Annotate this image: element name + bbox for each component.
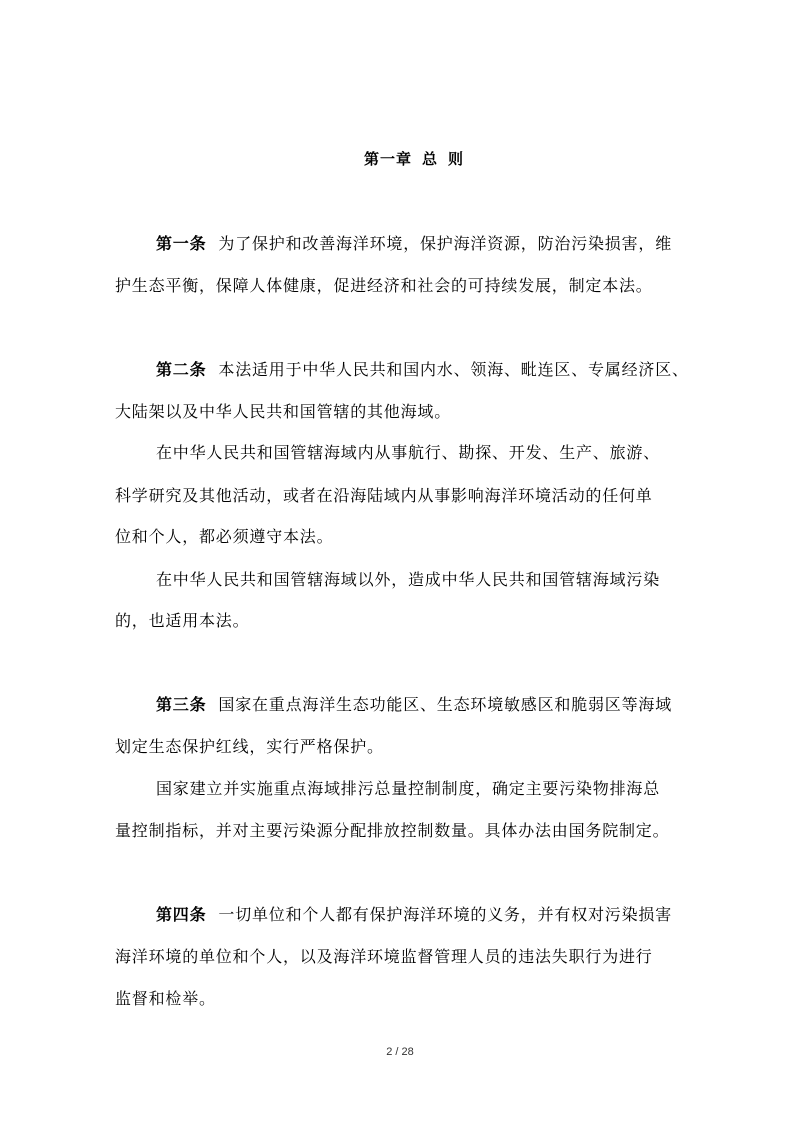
article-3-label: 第三条 [156,695,207,714]
article-4-line-1 [156,905,672,925]
article-4-line-2: 海洋环境的单位和个人，以及海洋环境监督管理人员的违法失职行为进行 [115,947,653,966]
article-2-line-2: 大陆架以及中华人民共和国管辖的其他海域。 [115,402,452,421]
article-1-text-1: 为了保护和改善海洋环境，保护海洋资源，防治污染损害，维 [218,234,673,253]
article-4-label: 第四条 [156,905,207,924]
article-2-line-1 [156,360,689,380]
chapter-title-part2: 则 [448,150,465,168]
article-2-line-6: 在中华人民共和国管辖海域以外，造成中华人民共和国管辖海域污染 [156,570,661,589]
article-4-text-1: 一切单位和个人都有保护海洋环境的义务，并有权对污染损害 [218,905,673,924]
article-3-line-2: 划定生态保护红线，实行严格保护。 [115,737,384,756]
article-3-text-1: 国家在重点海洋生态功能区、生态环境敏感区和脆弱区等海域 [218,695,673,714]
article-2-line-3: 在中华人民共和国管辖海域内从事航行、勘探、开发、生产、旅游、 [156,443,661,462]
article-1-label: 第一条 [156,234,207,253]
article-3-line-1 [156,695,672,715]
article-2-label: 第二条 [156,360,207,379]
chapter-number: 第一章 [363,150,412,168]
article-1-line-1 [156,234,672,254]
article-3-line-3: 国家建立并实施重点海域排污总量控制制度，确定主要污染物排海总 [156,779,661,798]
article-1-line-2: 护生态平衡，保障人体健康，促进经济和社会的可持续发展，制定本法。 [115,276,653,295]
chapter-title [0,148,800,169]
article-2-text-1: 本法适用于中华人民共和国内水、领海、毗连区、专属经济区、 [218,360,689,379]
page-number-footer: 2 / 28 [386,1046,414,1058]
article-4-line-3: 监督和检举。 [115,989,216,1008]
article-2-line-4: 科学研究及其他活动，或者在沿海陆域内从事影响海洋环境活动的任何单 [115,486,653,505]
chapter-title-part1: 总 [421,150,438,168]
article-2-line-5: 位和个人，都必须遵守本法。 [115,527,334,546]
article-3-line-4: 量控制指标，并对主要污染源分配排放控制数量。具体办法由国务院制定。 [115,821,670,840]
article-2-line-7: 的，也适用本法。 [115,611,250,630]
